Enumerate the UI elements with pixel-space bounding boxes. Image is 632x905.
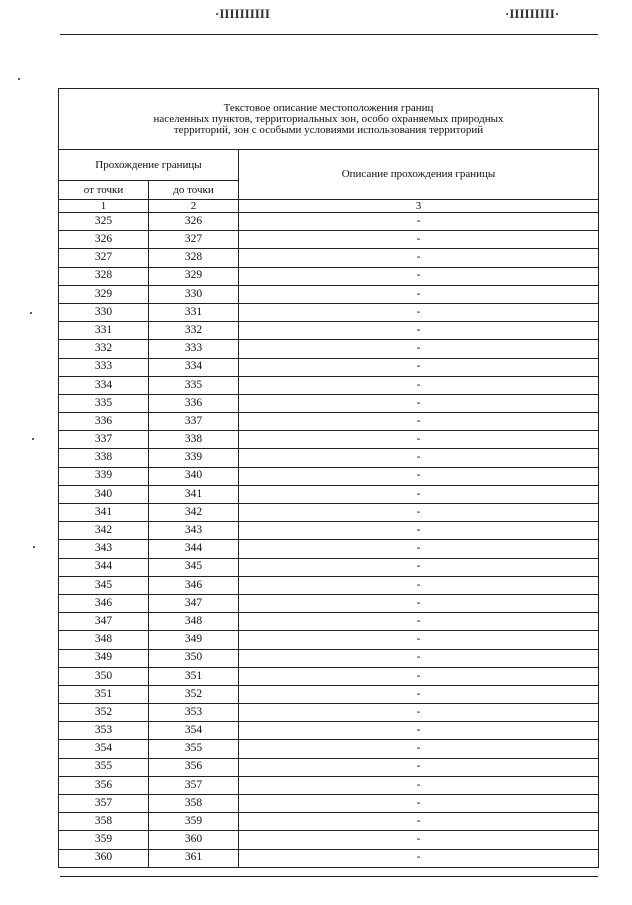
to-point-cell: 360	[149, 831, 239, 849]
from-point-header: от точки	[59, 181, 149, 200]
to-point-cell: 340	[149, 467, 239, 485]
description-cell: -	[239, 704, 599, 722]
description-cell: -	[239, 267, 599, 285]
from-point-cell: 328	[59, 267, 149, 285]
from-point-cell: 358	[59, 813, 149, 831]
from-point-cell: 344	[59, 558, 149, 576]
from-point-cell: 327	[59, 249, 149, 267]
table-row	[59, 358, 599, 376]
table-row	[59, 722, 599, 740]
to-point-cell: 341	[149, 485, 239, 503]
from-point-cell: 326	[59, 231, 149, 249]
from-point-cell: 337	[59, 431, 149, 449]
boundary-passage-header: Прохождение границы	[59, 150, 239, 181]
from-point-cell: 353	[59, 722, 149, 740]
description-cell: -	[239, 340, 599, 358]
description-cell: -	[239, 849, 599, 867]
to-point-cell: 331	[149, 303, 239, 321]
from-point-cell: 348	[59, 631, 149, 649]
title-line-3: территорий, зон с особыми условиями использования территорий	[173, 123, 484, 136]
from-point-cell: 332	[59, 340, 149, 358]
to-point-cell: 359	[149, 813, 239, 831]
table-row	[59, 485, 599, 503]
from-point-cell: 335	[59, 394, 149, 412]
to-point-cell: 344	[149, 540, 239, 558]
scan-speck	[18, 78, 20, 80]
to-point-cell: 353	[149, 704, 239, 722]
to-point-cell: 327	[149, 231, 239, 249]
table-row	[59, 213, 599, 231]
bottom-rule	[60, 876, 598, 877]
scan-speck	[30, 312, 32, 314]
from-point-cell: 347	[59, 613, 149, 631]
description-cell: -	[239, 813, 599, 831]
to-point-cell: 338	[149, 431, 239, 449]
to-point-cell: 352	[149, 685, 239, 703]
description-cell: -	[239, 776, 599, 794]
to-point-cell: 347	[149, 594, 239, 612]
table-row	[59, 631, 599, 649]
to-point-cell: 358	[149, 795, 239, 813]
boundary-table	[58, 88, 599, 868]
table-row	[59, 685, 599, 703]
table-row	[59, 558, 599, 576]
table-row	[59, 285, 599, 303]
to-point-cell: 349	[149, 631, 239, 649]
table-row	[59, 267, 599, 285]
description-cell: -	[239, 322, 599, 340]
table-row	[59, 776, 599, 794]
table-row	[59, 322, 599, 340]
to-point-cell: 329	[149, 267, 239, 285]
description-cell: -	[239, 303, 599, 321]
table-row	[59, 813, 599, 831]
table-row	[59, 231, 599, 249]
description-cell: -	[239, 558, 599, 576]
to-point-cell: 334	[149, 358, 239, 376]
table-body	[59, 213, 599, 868]
from-point-cell: 339	[59, 467, 149, 485]
table-row	[59, 303, 599, 321]
to-point-cell: 355	[149, 740, 239, 758]
description-cell: -	[239, 485, 599, 503]
from-point-cell: 329	[59, 285, 149, 303]
from-point-cell: 352	[59, 704, 149, 722]
from-point-cell: 354	[59, 740, 149, 758]
description-cell: -	[239, 231, 599, 249]
header-mark-left: ·IIIIIIIIII	[215, 6, 270, 21]
header-mark-right: ·IIIIIIIII·	[505, 6, 560, 21]
from-point-cell: 355	[59, 758, 149, 776]
table-row	[59, 249, 599, 267]
description-cell: -	[239, 631, 599, 649]
table-row	[59, 831, 599, 849]
description-cell: -	[239, 667, 599, 685]
to-point-cell: 332	[149, 322, 239, 340]
table-row	[59, 504, 599, 522]
table-row	[59, 413, 599, 431]
description-cell: -	[239, 467, 599, 485]
description-cell: -	[239, 376, 599, 394]
to-point-cell: 354	[149, 722, 239, 740]
to-point-cell: 330	[149, 285, 239, 303]
table-row	[59, 649, 599, 667]
column-number-3: 3	[239, 200, 599, 213]
table-row	[59, 467, 599, 485]
to-point-cell: 342	[149, 504, 239, 522]
to-point-cell: 335	[149, 376, 239, 394]
title-line-2: населенных пунктов, территориальных зон, особо охраняемых природных	[153, 112, 504, 125]
scan-speck	[32, 438, 34, 440]
from-point-cell: 345	[59, 576, 149, 594]
column-number-2: 2	[149, 200, 239, 213]
from-point-cell: 350	[59, 667, 149, 685]
description-cell: -	[239, 758, 599, 776]
to-point-cell: 339	[149, 449, 239, 467]
to-point-cell: 356	[149, 758, 239, 776]
top-rule	[60, 34, 598, 35]
description-cell: -	[239, 831, 599, 849]
description-cell: -	[239, 213, 599, 231]
table-row	[59, 795, 599, 813]
from-point-cell: 338	[59, 449, 149, 467]
table-row	[59, 394, 599, 412]
table-row	[59, 849, 599, 867]
to-point-cell: 337	[149, 413, 239, 431]
table-title	[59, 89, 599, 150]
description-cell: -	[239, 358, 599, 376]
from-point-cell: 360	[59, 849, 149, 867]
table-row	[59, 376, 599, 394]
to-point-cell: 333	[149, 340, 239, 358]
from-point-cell: 359	[59, 831, 149, 849]
table-row	[59, 594, 599, 612]
description-cell: -	[239, 795, 599, 813]
from-point-cell: 341	[59, 504, 149, 522]
description-cell: -	[239, 649, 599, 667]
from-point-cell: 342	[59, 522, 149, 540]
table-row	[59, 613, 599, 631]
title-line-1: Текстовое описание местоположения границ	[223, 101, 434, 114]
description-cell: -	[239, 449, 599, 467]
table-row	[59, 340, 599, 358]
from-point-cell: 334	[59, 376, 149, 394]
to-point-cell: 346	[149, 576, 239, 594]
from-point-cell: 351	[59, 685, 149, 703]
to-point-cell: 343	[149, 522, 239, 540]
from-point-cell: 331	[59, 322, 149, 340]
to-point-cell: 336	[149, 394, 239, 412]
table-row	[59, 758, 599, 776]
description-header: Описание прохождения границы	[239, 150, 599, 200]
from-point-cell: 357	[59, 795, 149, 813]
description-cell: -	[239, 431, 599, 449]
description-cell: -	[239, 249, 599, 267]
from-point-cell: 340	[59, 485, 149, 503]
description-cell: -	[239, 594, 599, 612]
table-row	[59, 667, 599, 685]
description-cell: -	[239, 285, 599, 303]
description-cell: -	[239, 394, 599, 412]
table-row	[59, 576, 599, 594]
to-point-cell: 345	[149, 558, 239, 576]
from-point-cell: 343	[59, 540, 149, 558]
from-point-cell: 349	[59, 649, 149, 667]
description-cell: -	[239, 613, 599, 631]
description-cell: -	[239, 740, 599, 758]
column-number-1: 1	[59, 200, 149, 213]
to-point-cell: 351	[149, 667, 239, 685]
from-point-cell: 356	[59, 776, 149, 794]
table-row	[59, 540, 599, 558]
to-point-cell: 350	[149, 649, 239, 667]
table-row	[59, 704, 599, 722]
from-point-cell: 325	[59, 213, 149, 231]
description-cell: -	[239, 685, 599, 703]
to-point-cell: 361	[149, 849, 239, 867]
to-point-cell: 326	[149, 213, 239, 231]
description-cell: -	[239, 576, 599, 594]
to-point-header: до точки	[149, 181, 239, 200]
table-row	[59, 449, 599, 467]
from-point-cell: 346	[59, 594, 149, 612]
table-row	[59, 522, 599, 540]
table-row	[59, 431, 599, 449]
table-row	[59, 740, 599, 758]
scan-speck	[33, 546, 35, 548]
to-point-cell: 348	[149, 613, 239, 631]
to-point-cell: 328	[149, 249, 239, 267]
from-point-cell: 330	[59, 303, 149, 321]
description-cell: -	[239, 540, 599, 558]
description-cell: -	[239, 504, 599, 522]
from-point-cell: 336	[59, 413, 149, 431]
to-point-cell: 357	[149, 776, 239, 794]
description-cell: -	[239, 413, 599, 431]
description-cell: -	[239, 522, 599, 540]
from-point-cell: 333	[59, 358, 149, 376]
description-cell: -	[239, 722, 599, 740]
